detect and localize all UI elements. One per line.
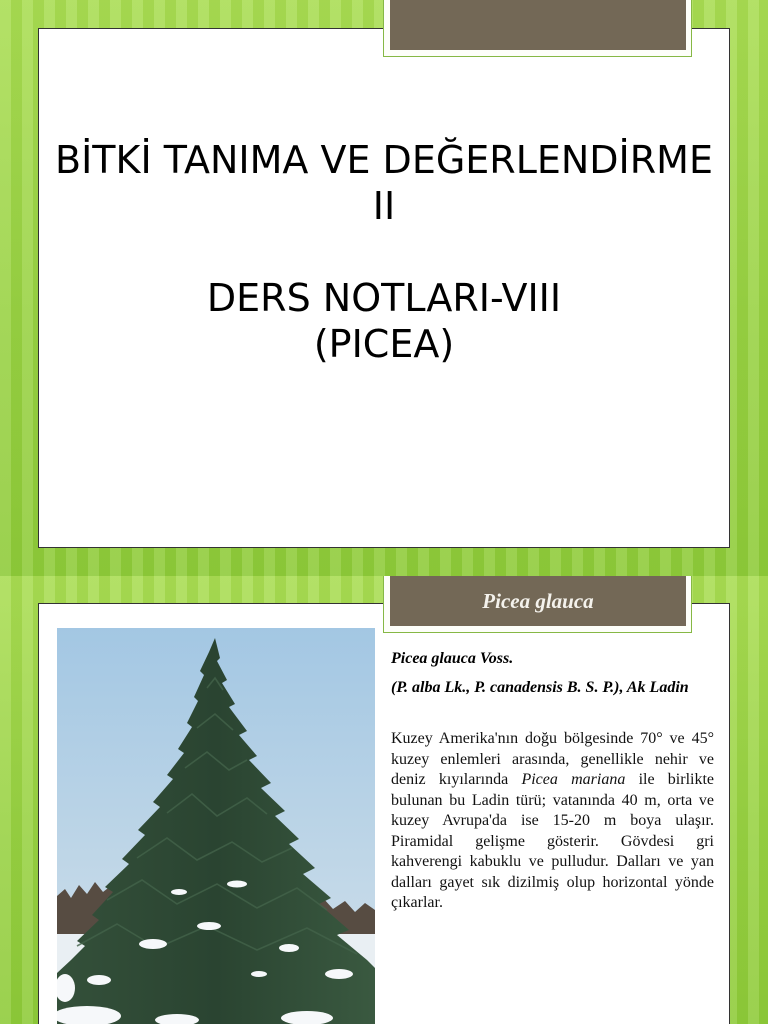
slide-title-line-2: II — [372, 184, 396, 228]
slide-2-tab-title: Picea glauca — [482, 589, 594, 613]
slide-1-title-block — [39, 137, 729, 367]
slide-title-line-1: BİTKİ TANIMA VE DEĞERLENDİRME — [55, 138, 713, 182]
slide-2-header-tab-frame — [383, 576, 692, 633]
description-text-before: Kuzey Amerika'nın doğu bölgesinde 70° ve 45° kuzey enlemleri arasında, genellikle nehir ve deniz kıyılarında — [391, 730, 714, 788]
slide-subtitle-line-1: DERS NOTLARI-VIII — [206, 276, 562, 320]
description-italic-term: Picea mariana — [521, 771, 626, 788]
slide-1-header-tab — [390, 0, 686, 50]
slide-1-header-tab-frame — [383, 0, 692, 57]
slide-2-header-tab — [390, 576, 686, 626]
description-paragraph — [391, 729, 714, 914]
slide-1-content-box — [38, 28, 730, 548]
slide-2 — [0, 576, 768, 1024]
species-name: Picea glauca Voss. — [391, 650, 514, 667]
slide-2-content-box — [38, 603, 730, 1024]
slide-subtitle-line-2: (PICEA) — [313, 322, 455, 366]
title-spacer — [39, 229, 729, 275]
description-text-after: ile birlikte bulunan bu Ladin türü; vatanında 40 m, orta ve kuzey Avrupa'da ise 15-20 m boya ulaşır. Piramidal gelişme gösterir. Gövdesi gri kahverengi kabuklu ve pulludur. Dalları ve yan dalları gayet sık dizilmiş olup horizontal yönde çıkarlar. — [391, 771, 714, 911]
spruce-tree-photo — [57, 628, 375, 1024]
species-synonyms: (P. alba Lk., P. canadensis B. S. P.), Ak Ladin — [391, 679, 689, 696]
